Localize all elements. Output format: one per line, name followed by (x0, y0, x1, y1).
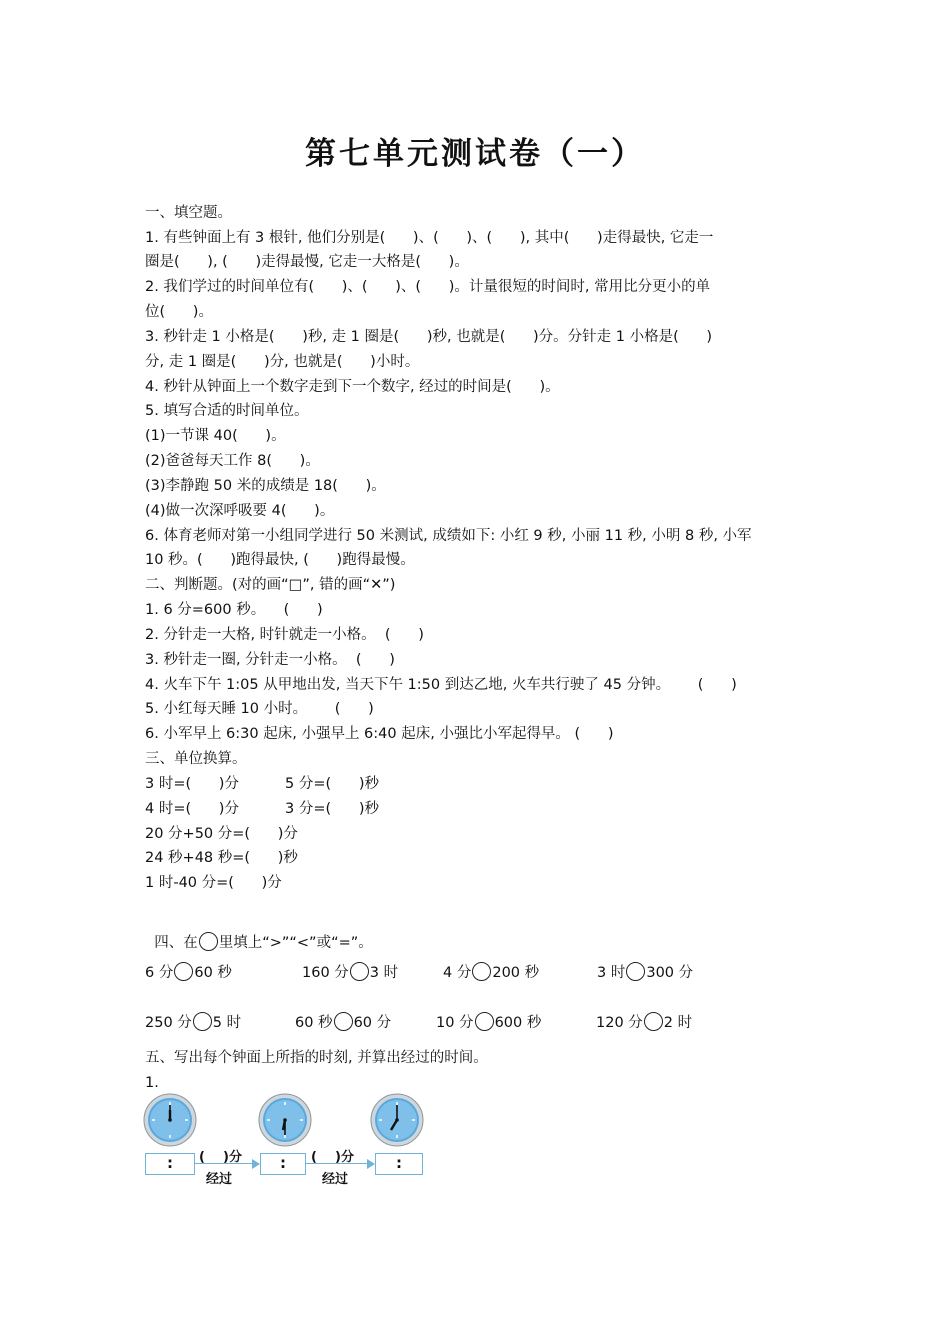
elapsed-label: 经过 (322, 1172, 349, 1187)
text-line: 1 时-40 分=( )分 (145, 875, 282, 891)
text-line: 24 秒+48 秒=( )秒 (145, 850, 298, 866)
text-line: 5. 填写合适的时间单位。 (145, 403, 309, 419)
text-line: (3)李静跑 50 米的成绩是 18( )。 (145, 478, 386, 494)
text-line: 4. 秒针从钟面上一个数字走到下一个数字, 经过的时间是( )。 (145, 379, 560, 395)
text-line: 4 时=( )分 3 分=( )秒 (145, 801, 379, 817)
text-line: 分, 走 1 圈是( )分, 也就是( )小时。 (145, 354, 420, 370)
answer-circle[interactable] (174, 962, 193, 981)
section-5-heading: 五、写出每个钟面上所指的时刻, 并算出经过的时间。 (145, 1050, 488, 1066)
answer-circle[interactable] (644, 1012, 663, 1031)
text-line: 3 时=( )分 5 分=( )秒 (145, 776, 379, 792)
text-line: 4. 火车下午 1:05 从甲地出发, 当天下午 1:50 到达乙地, 火车共行驶了 45 分钟。 ( ) (145, 677, 737, 693)
elapsed-label: 经过 (206, 1172, 233, 1187)
section-4-heading (145, 912, 373, 953)
compare-left: 10 分 (436, 1015, 474, 1031)
clock-icon (258, 1093, 312, 1147)
section-3-heading: 三、单位换算。 (145, 751, 247, 767)
text-line: (4)做一次深呼吸要 4( )。 (145, 503, 335, 519)
compare-right: 2 时 (663, 1015, 693, 1031)
compare-item (302, 962, 398, 984)
answer-circle[interactable] (472, 962, 491, 981)
text-line: 6. 小军早上 6:30 起床, 小强早上 6:40 起床, 小强比小军起得早。 ( ) (145, 726, 614, 742)
text-line: (1)一节课 40( )。 (145, 428, 286, 444)
heading-pre: 四、在 (154, 935, 198, 951)
clock-icon (143, 1093, 197, 1147)
time-input-box[interactable]: : (375, 1153, 423, 1175)
text-line: 1. 有些钟面上有 3 根针, 他们分别是( )、( )、( ), 其中( )走得最快, 它走一 (145, 230, 714, 246)
text-line: 6. 体育老师对第一小组同学进行 50 米测试, 成绩如下: 小红 9 秒, 小丽 11 秒, 小明 8 秒, 小军 (145, 528, 752, 544)
arrow-right-icon (252, 1159, 260, 1169)
arrow-right-icon (367, 1159, 375, 1169)
compare-right: 60 分 (353, 1015, 392, 1031)
answer-circle[interactable] (626, 962, 645, 981)
answer-circle[interactable] (350, 962, 369, 981)
compare-item (145, 1012, 241, 1034)
answer-circle[interactable] (193, 1012, 212, 1031)
compare-right: 3 时 (369, 965, 399, 981)
text-line: 20 分+50 分=( )分 (145, 826, 298, 842)
compare-left: 160 分 (302, 965, 349, 981)
answer-circle[interactable] (475, 1012, 494, 1031)
compare-item (597, 962, 693, 984)
compare-item (145, 962, 232, 984)
compare-item (436, 1012, 541, 1034)
text-line: 3. 秒针走一圈, 分针走一小格。 ( ) (145, 652, 395, 668)
text-line: 2. 我们学过的时间单位有( )、( )、( )。计量很短的时间时, 常用比分更小的单 (145, 279, 711, 295)
text-line: 位( )。 (145, 304, 213, 320)
heading-post: 里填上“>”“<”或“=”。 (218, 935, 373, 951)
compare-left: 250 分 (145, 1015, 192, 1031)
time-input-box[interactable]: : (260, 1153, 306, 1175)
compare-item (295, 1012, 391, 1034)
minutes-label: ( )分 (311, 1150, 354, 1165)
compare-circle-icon (199, 932, 218, 951)
text-line: 1. 6 分=600 秒。 ( ) (145, 602, 323, 618)
text-line: 5. 小红每天睡 10 小时。 ( ) (145, 701, 374, 717)
time-input-box[interactable]: : (145, 1153, 195, 1175)
compare-left: 4 分 (443, 965, 472, 981)
compare-left: 6 分 (145, 965, 174, 981)
compare-left: 3 时 (597, 965, 626, 981)
text-line: 圈是( ), ( )走得最慢, 它走一大格是( )。 (145, 254, 469, 270)
compare-right: 5 时 (212, 1015, 242, 1031)
compare-left: 60 秒 (295, 1015, 333, 1031)
page-title: 第七单元测试卷（一） (305, 136, 645, 172)
minutes-label: ( )分 (199, 1150, 242, 1165)
compare-item (596, 1012, 692, 1034)
section-2-heading: 二、判断题。(对的画“□”, 错的画“✕”) (145, 577, 396, 593)
compare-left: 120 分 (596, 1015, 643, 1031)
compare-right: 200 秒 (492, 965, 540, 981)
item-number: 1. (145, 1075, 159, 1091)
text-line: 3. 秒针走 1 小格是( )秒, 走 1 圈是( )秒, 也就是( )分。分针走 1 小格是( ) (145, 329, 713, 345)
text-line: (2)爸爸每天工作 8( )。 (145, 453, 320, 469)
compare-right: 300 分 (646, 965, 694, 981)
clock-icon (370, 1093, 424, 1147)
answer-circle[interactable] (334, 1012, 353, 1031)
section-1-heading: 一、填空题。 (145, 205, 232, 221)
compare-right: 600 秒 (494, 1015, 542, 1031)
text-line: 10 秒。( )跑得最快, ( )跑得最慢。 (145, 552, 415, 568)
compare-item (443, 962, 539, 984)
compare-right: 60 秒 (194, 965, 232, 981)
text-line: 2. 分针走一大格, 时针就走一小格。 ( ) (145, 627, 424, 643)
